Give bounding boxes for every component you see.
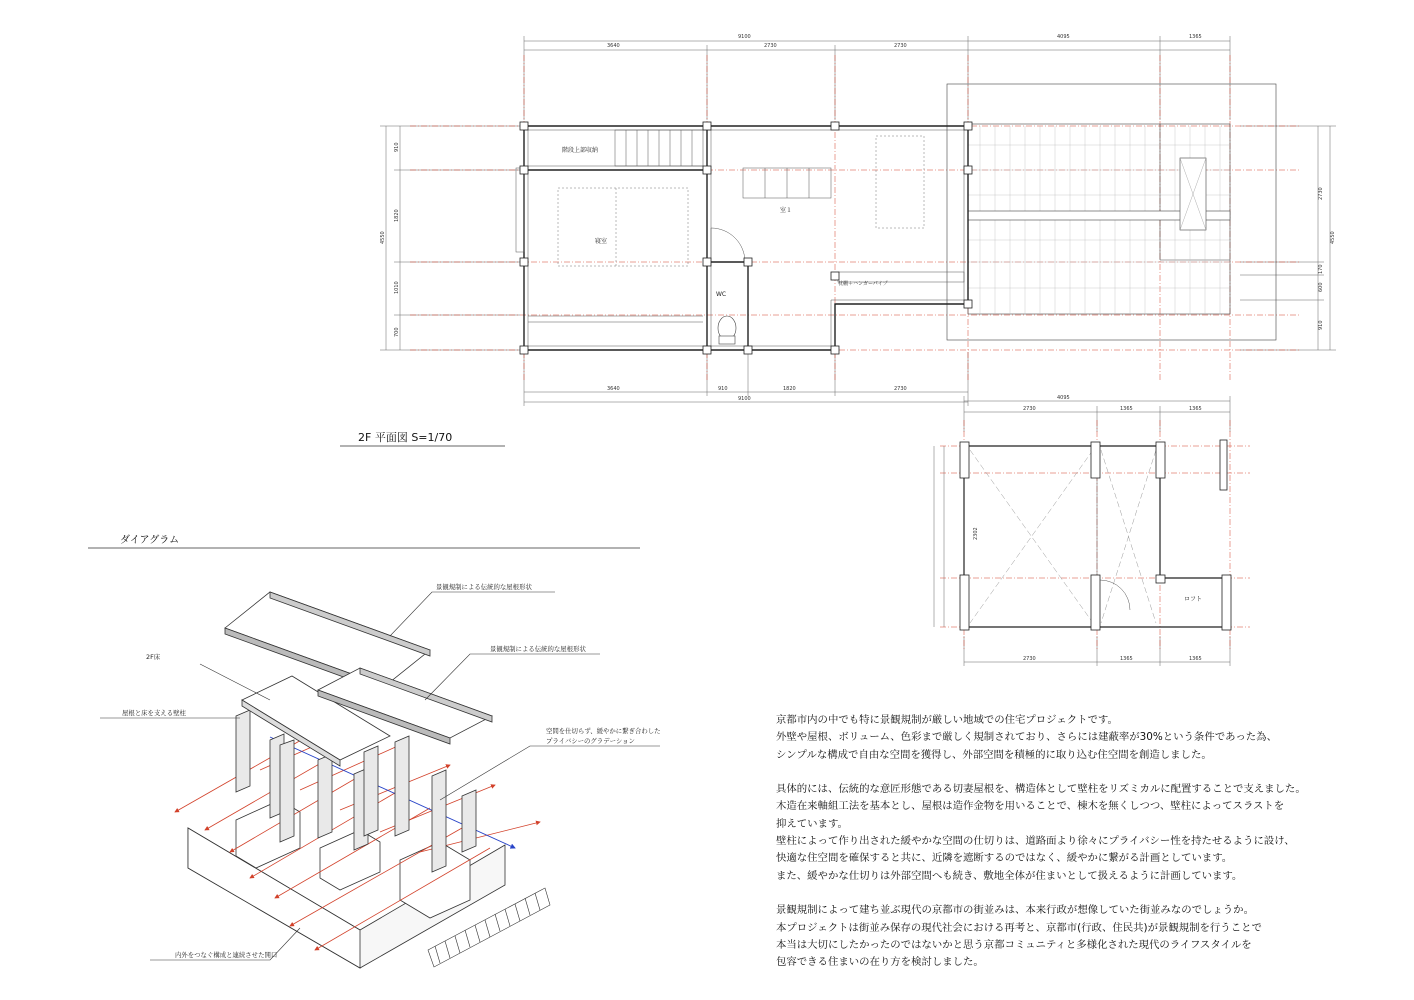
dim-left-total: 4550	[380, 231, 386, 244]
description-line: また、緩やかな仕切りは外部空間へも続き、敷地全体が住まいとして扱えるように計画しています。	[776, 869, 1243, 882]
dim-right-b: 170	[1318, 264, 1324, 274]
floor-plan	[340, 34, 1336, 446]
description-line: 本プロジェクトは街並み保存の現代社会における再考と、京都市(行政、住民共)が景観規制を行うことで	[776, 921, 1262, 934]
description-line: 本当は大切にしたかったのではないかと思う京都コミュニティと多様化された現代のライフスタイルを	[776, 938, 1252, 951]
label-pillars: 屋根と床を支える壁柱	[122, 709, 186, 717]
dim-top-c: 2730	[894, 43, 907, 49]
label-openings: 内外をつなぐ構成と連続させた開口	[175, 951, 278, 959]
dim-right-d: 910	[1318, 320, 1324, 330]
dim-left-b: 1820	[394, 209, 400, 222]
loft-dim-top-c: 1365	[1189, 406, 1202, 412]
label-partition-1: 空間を仕切らず、緩やかに繋ぎ合わした	[546, 727, 661, 735]
dim-right-total: 4550	[1330, 231, 1336, 244]
closet-label: 枕棚＋ハンガーパイプ	[838, 281, 888, 287]
dim-bottom-d: 2730	[894, 386, 907, 392]
axonometric-diagram	[88, 534, 661, 968]
label-roof-b: 景観規制による伝統的な屋根形状	[490, 645, 586, 653]
loft-dim-bottom-b: 1365	[1120, 656, 1133, 662]
dim-left-d: 700	[394, 327, 400, 337]
dim-left-a: 910	[394, 142, 400, 152]
label-2f-floor: 2F床	[146, 653, 161, 661]
description-line: 壁柱によって作り出された緩やかな空間の仕切りは、道路面より徐々にプライバシー性を持たせるように設け、	[776, 835, 1295, 848]
dim-bottom-c: 1820	[783, 386, 796, 392]
description-line: 京都市内の中でも特に景観規制が厳しい地域での住宅プロジェクトです。	[776, 714, 1118, 726]
description-line: 外壁や屋根、ボリューム、色彩まで厳しく規制されており、さらには建蔽率が30%という条件であった為、	[776, 731, 1277, 744]
plan-title: 2F 平面図 S=1/70	[358, 431, 453, 444]
loft-label: ロフト	[1184, 596, 1203, 603]
dim-bottom-total: 9100	[738, 396, 751, 402]
loft-dim-bottom-c: 1365	[1189, 656, 1202, 662]
description-line: 包容できる住まいの在り方を検討しました。	[776, 956, 984, 969]
label-roof-a: 景観規制による伝統的な屋根形状	[436, 583, 532, 591]
loft-dim-total: 4095	[1057, 395, 1070, 401]
label-partition-2: プライバシーのグラデーション	[546, 737, 635, 745]
bedroom-label: 寝室	[595, 238, 608, 245]
loft-dim-bottom-a: 2730	[1023, 656, 1036, 662]
description-line: シンプルな構成で自由な空間を獲得し、外部空間を積極的に取り込む住空間を創造しました。	[776, 748, 1212, 761]
dim-top-b: 2730	[764, 43, 777, 49]
dim-right-a: 2730	[1318, 187, 1324, 200]
dim-top-a: 3640	[607, 43, 620, 49]
dim-bottom-b: 910	[718, 386, 728, 392]
stair-storage-label: 階段上部収納	[562, 147, 599, 154]
dim-right-c: 600	[1318, 282, 1324, 292]
project-description	[776, 712, 1376, 971]
dim-bottom-a: 3640	[607, 386, 620, 392]
description-line: 景観規制によって建ち並ぶ現代の京都市の街並みは、本来行政が想像していた街並みなのでしょうか。	[776, 904, 1254, 917]
loft-plan	[934, 395, 1250, 666]
dim-top-terrace: 4095	[1057, 34, 1070, 40]
room1-label: 室１	[780, 207, 793, 214]
paragraph-gap	[776, 885, 1376, 902]
description-line: 抑えています。	[776, 817, 848, 830]
description-line: 木造在来軸組工法を基本とし、屋根は造作金物を用いることで、棟木を無くしつつ、壁柱によってスラストを	[776, 800, 1285, 813]
diagram-title: ダイアグラム	[120, 535, 180, 546]
dim-left-c: 1010	[394, 281, 400, 294]
description-line: 具体的には、伝統的な意匠形態である切妻屋根を、構造体として壁柱をリズミカルに配置することで支えました。	[776, 783, 1306, 796]
loft-dim-top-b: 1365	[1120, 406, 1133, 412]
loft-dim-top-a: 2730	[1023, 406, 1036, 412]
description-line: 快適な住空間を確保すると共に、近隣を遮断するのではなく、緩やかに繋がる計画としています。	[776, 852, 1233, 865]
dim-top-total: 9100	[738, 34, 751, 40]
loft-dim-left: 2302	[973, 527, 979, 540]
paragraph-gap	[776, 764, 1376, 781]
dim-top-right: 1365	[1189, 34, 1202, 40]
wc-label: WC	[716, 291, 727, 298]
